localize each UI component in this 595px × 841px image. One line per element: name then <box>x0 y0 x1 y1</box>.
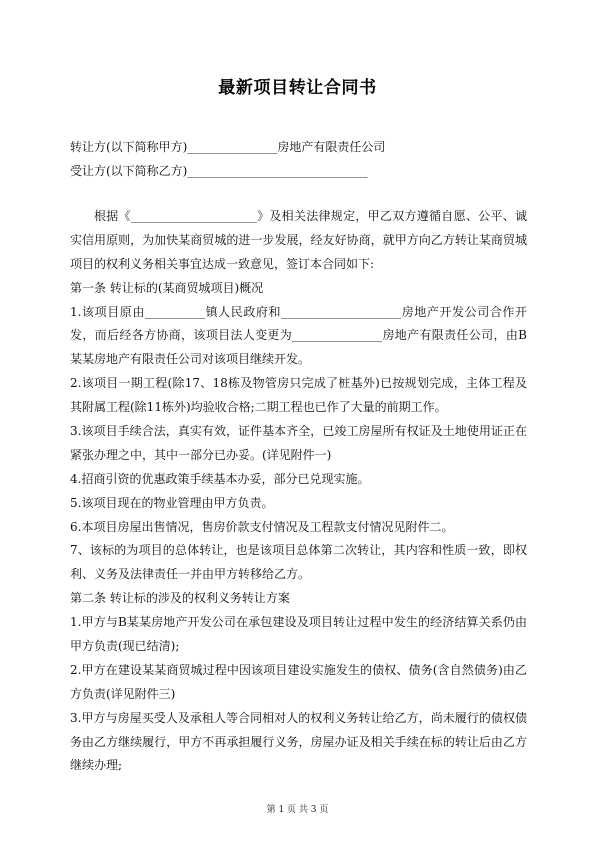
article-1-clause-1-line: 某某房地产有限责任公司对该项目继续开发。 <box>70 352 311 367</box>
document-title: 最新项目转让合同书 <box>218 78 377 98</box>
parties-section <box>70 136 527 184</box>
article-1-clause-4-line: 4.招商引资的优惠政策手续基本办妥，部分已兑现实施。 <box>70 471 370 486</box>
article-2-clause-1-line: 1.甲方与B某某房地产开发公司在承包建设及项目转让过程中发生的经济结算关系仍由 <box>70 615 527 630</box>
article-1-clause-5-line: 5.该项目现在的物业管理由甲方负责。 <box>70 495 274 510</box>
article-1-clause-3-line: 3.该项目手续合法，真实有效，证件基本齐全，已竣工房屋所有权证及土地使用证正在 <box>70 424 527 439</box>
article-1-clause-2-line: 2.该项目一期工程(除17、18栋及物管房只完成了桩基外)已按规划完成，主体工程及 <box>70 376 527 391</box>
article-1-clause-1-line: 发，而后经各方协商，该项目法人变更为_______________房地产有限责任公司，由B <box>70 328 527 343</box>
article-2-clause-3-line: 务由乙方继续履行，甲方不再承担履行义务，房屋办证及相关手续在标的转让后由乙方 <box>70 734 527 749</box>
transferee-line: 受让方(以下简称乙方)______________________________ <box>70 163 368 178</box>
article-1-clause-7-line: 7、该标的为项目的总体转让，也是该项目总体第二次转让，其内容和性质一致，即权 <box>70 543 527 558</box>
article-1-heading: 第一条 转让标的(某商贸城项目)概况 <box>70 280 264 295</box>
article-1-clause-3-line: 紧张办理之中，其中一部分已办妥。(详见附件一) <box>70 447 332 462</box>
preamble-line: 根据《_____________________》及相关法律规定，甲乙双方遵循自愿、公平、诚 <box>94 209 527 223</box>
article-1-clause-2-line: 其附属工程(除11栋外)均验收合格;二期工程也已作了大量的前期工作。 <box>70 400 447 415</box>
article-1-clause-7-line: 利、义务及法律责任一并由甲方转移给乙方。 <box>70 567 311 582</box>
article-1-clause-1-line: 1.该项目原由__________镇人民政府和____________________房地产开发公司合作开 <box>70 304 527 319</box>
article-2-heading: 第二条 转让标的涉及的权利义务转让方案 <box>70 591 290 606</box>
transferor-line: 转让方(以下简称甲方)_______________房地产有限责任公司 <box>70 140 386 154</box>
article-2-clause-3-line: 3.甲方与房屋买受人及承租人等合同相对人的权利义务转让给乙方，尚未履行的债权债 <box>70 710 527 725</box>
preamble-line: 实信用原则，为加快某商贸城的进一步发展，经友好协商，就甲方向乙方转让某商贸城 <box>70 232 527 247</box>
article-2-clause-2-line: 方负责(详见附件三) <box>70 686 176 701</box>
preamble-line: 项目的权利义务相关事宜达成一致意见，签订本合同如下: <box>70 256 375 271</box>
article-2-clause-3-line: 继续办理; <box>70 758 123 773</box>
article-2-clause-2-line: 2.甲方在建设某某商贸城过程中因该项目建设实施发生的债权、债务(含自然债务)由乙 <box>70 662 527 677</box>
page-number: 第 1 页 共 3 页 <box>266 805 329 815</box>
contract-body <box>70 205 527 778</box>
article-1-clause-6-line: 6.本项目房屋出售情况，售房价款支付情况及工程款支付情况见附件二。 <box>70 519 454 534</box>
article-2-clause-1-line: 甲方负责(现已结清); <box>70 639 180 654</box>
